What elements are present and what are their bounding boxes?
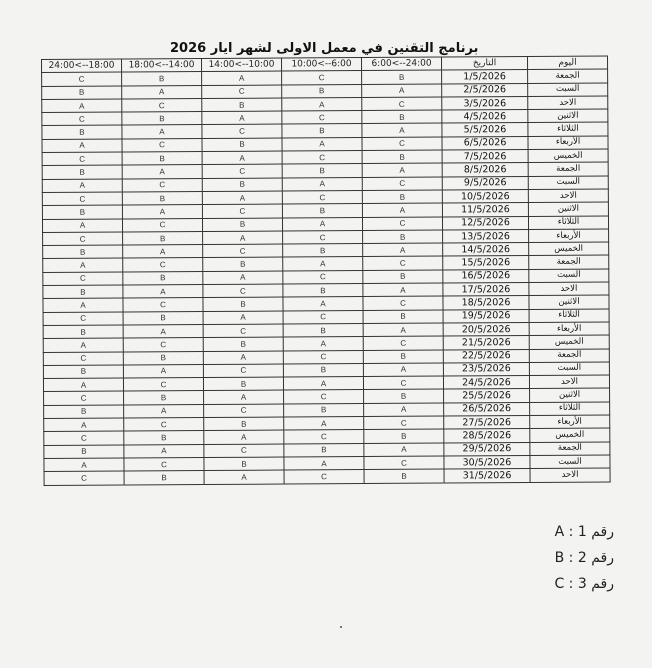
slot-cell: A: [284, 417, 364, 431]
slot-cell: C: [283, 270, 363, 284]
slot-cell: B: [124, 471, 204, 485]
slot-cell: B: [124, 431, 204, 445]
slot-cell: B: [202, 98, 282, 112]
date-cell: 23/5/2026: [443, 362, 529, 376]
day-cell: السبت: [529, 269, 609, 283]
day-cell: السبت: [530, 455, 610, 469]
date-cell: 25/5/2026: [444, 389, 530, 403]
slot-cell: C: [284, 430, 364, 444]
slot-cell: B: [284, 403, 364, 417]
slot-cell: A: [123, 285, 203, 299]
slot-cell: A: [283, 297, 363, 311]
day-cell: الخميس: [529, 335, 609, 349]
slot-cell: C: [364, 456, 444, 470]
slot-cell: B: [123, 271, 203, 285]
slot-cell: B: [204, 417, 284, 431]
day-cell: السبت: [529, 362, 609, 376]
date-cell: 12/5/2026: [442, 216, 528, 230]
slot-cell: B: [362, 70, 442, 84]
slot-cell: C: [202, 125, 282, 139]
date-cell: 15/5/2026: [443, 256, 529, 270]
slot-cell: B: [203, 377, 283, 391]
day-cell: الاحد: [529, 282, 609, 296]
slot-cell: A: [282, 97, 362, 111]
slot-cell: C: [43, 272, 123, 286]
slot-cell: C: [124, 418, 204, 432]
slot-cell: C: [282, 111, 362, 125]
slot-cell: B: [203, 337, 283, 351]
day-cell: الاحد: [528, 189, 608, 203]
day-cell: الجمعة: [529, 349, 609, 363]
date-cell: 21/5/2026: [443, 336, 529, 350]
schedule-body: [42, 69, 611, 485]
slot-cell: C: [44, 431, 124, 445]
slot-cell: A: [42, 99, 122, 113]
slot-cell: A: [362, 124, 442, 138]
schedule-table: [41, 56, 611, 486]
slot-cell: C: [122, 178, 202, 192]
slot-cell: B: [362, 150, 442, 164]
slot-cell: C: [363, 336, 443, 350]
date-cell: 1/5/2026: [442, 70, 528, 84]
day-cell: الخميس: [530, 428, 610, 442]
slot-cell: A: [204, 390, 284, 404]
slot-cell: C: [122, 218, 202, 232]
slot-cell: B: [282, 164, 362, 178]
slot-cell: B: [44, 445, 124, 459]
slot-cell: C: [284, 470, 364, 484]
column-header-slot-3: 14:00<--10:00: [202, 58, 282, 72]
slot-cell: A: [202, 151, 282, 165]
slot-cell: A: [204, 430, 284, 444]
slot-cell: A: [122, 205, 202, 219]
date-cell: 4/5/2026: [442, 110, 528, 124]
date-cell: 2/5/2026: [442, 83, 528, 97]
slot-cell: A: [283, 377, 363, 391]
slot-cell: A: [363, 243, 443, 257]
slot-cell: B: [282, 204, 362, 218]
slot-cell: C: [43, 312, 123, 326]
date-cell: 31/5/2026: [444, 469, 530, 483]
table-row: [44, 468, 610, 485]
date-cell: 6/5/2026: [442, 136, 528, 150]
slot-cell: C: [363, 376, 443, 390]
slot-cell: B: [43, 365, 123, 379]
day-cell: السبت: [528, 83, 608, 97]
legend-item-a: رقم 1 : A: [554, 524, 614, 540]
slot-cell: A: [124, 404, 204, 418]
slot-cell: B: [362, 110, 442, 124]
slot-cell: C: [202, 85, 282, 99]
slot-cell: C: [43, 352, 123, 366]
slot-cell: C: [283, 350, 363, 364]
date-cell: 26/5/2026: [444, 402, 530, 416]
day-cell: الجمعة: [528, 69, 608, 83]
slot-cell: C: [203, 244, 283, 258]
date-cell: 13/5/2026: [443, 229, 529, 243]
slot-cell: C: [363, 296, 443, 310]
date-cell: 27/5/2026: [444, 416, 530, 430]
day-cell: الجمعة: [530, 442, 610, 456]
date-cell: 24/5/2026: [443, 376, 529, 390]
slot-cell: C: [364, 416, 444, 430]
slot-cell: B: [124, 391, 204, 405]
day-cell: الأربعاء: [529, 229, 609, 243]
slot-cell: C: [123, 258, 203, 272]
column-header-slot-2: 18:00<--14:00: [122, 59, 202, 73]
day-cell: الاثنين: [529, 295, 609, 309]
slot-cell: B: [364, 429, 444, 443]
slot-cell: A: [283, 337, 363, 351]
slot-cell: B: [284, 443, 364, 457]
group-legend: [554, 519, 614, 597]
day-cell: الأربعاء: [530, 415, 610, 429]
slot-cell: C: [282, 191, 362, 205]
date-cell: 29/5/2026: [444, 442, 530, 456]
slot-cell: A: [282, 177, 362, 191]
slot-cell: C: [283, 310, 363, 324]
slot-cell: B: [122, 191, 202, 205]
slot-cell: B: [364, 389, 444, 403]
slot-cell: B: [203, 257, 283, 271]
slot-cell: C: [123, 298, 203, 312]
date-cell: 14/5/2026: [443, 243, 529, 257]
slot-cell: B: [363, 270, 443, 284]
slot-cell: A: [203, 271, 283, 285]
date-cell: 22/5/2026: [443, 349, 529, 363]
date-cell: 7/5/2026: [442, 150, 528, 164]
legend-item-c: رقم 3 : C: [554, 576, 614, 592]
date-cell: 5/5/2026: [442, 123, 528, 137]
date-cell: 17/5/2026: [443, 283, 529, 297]
slot-cell: B: [202, 178, 282, 192]
slot-cell: A: [202, 191, 282, 205]
slot-cell: C: [284, 390, 364, 404]
page-title: برنامج التقنين في معمل الاولى لشهر ايار 2026: [170, 41, 479, 56]
date-cell: 9/5/2026: [442, 176, 528, 190]
slot-cell: A: [203, 351, 283, 365]
slot-cell: B: [202, 218, 282, 232]
column-header-slot-5: 6:00<--24:00: [361, 57, 441, 71]
day-cell: الاحد: [529, 375, 609, 389]
day-cell: الخميس: [528, 149, 608, 163]
slot-cell: C: [44, 471, 124, 485]
slot-cell: C: [42, 152, 122, 166]
slot-cell: B: [122, 112, 202, 126]
slot-cell: A: [283, 257, 363, 271]
date-cell: 16/5/2026: [443, 269, 529, 283]
date-cell: 3/5/2026: [442, 96, 528, 110]
slot-cell: A: [122, 85, 202, 99]
slot-cell: C: [204, 404, 284, 418]
slot-cell: A: [363, 283, 443, 297]
pen-mark: [340, 626, 342, 628]
date-cell: 10/5/2026: [442, 189, 528, 203]
column-header-day: اليوم: [527, 56, 607, 70]
slot-cell: C: [362, 177, 442, 191]
slot-cell: A: [43, 258, 123, 272]
slot-cell: C: [42, 112, 122, 126]
slot-cell: B: [362, 190, 442, 204]
slot-cell: C: [123, 338, 203, 352]
slot-cell: A: [363, 323, 443, 337]
slot-cell: C: [204, 444, 284, 458]
slot-cell: A: [362, 163, 442, 177]
slot-cell: B: [42, 205, 122, 219]
slot-cell: B: [283, 244, 363, 258]
slot-cell: B: [283, 363, 363, 377]
day-cell: الثلاثاء: [530, 402, 610, 416]
slot-cell: C: [203, 324, 283, 338]
slot-cell: B: [122, 152, 202, 166]
slot-cell: A: [44, 418, 124, 432]
slot-cell: A: [282, 137, 362, 151]
slot-cell: C: [362, 97, 442, 111]
slot-cell: B: [204, 457, 284, 471]
day-cell: السبت: [528, 176, 608, 190]
slot-cell: A: [284, 456, 364, 470]
date-cell: 8/5/2026: [442, 163, 528, 177]
date-cell: 28/5/2026: [444, 429, 530, 443]
slot-cell: B: [42, 86, 122, 100]
slot-cell: A: [364, 443, 444, 457]
slot-cell: A: [123, 364, 203, 378]
date-cell: 20/5/2026: [443, 322, 529, 336]
slot-cell: C: [203, 284, 283, 298]
date-cell: 19/5/2026: [443, 309, 529, 323]
legend-item-b: رقم 2 : B: [554, 550, 614, 566]
slot-cell: A: [122, 125, 202, 139]
slot-cell: C: [42, 192, 122, 206]
day-cell: الاثنين: [528, 202, 608, 216]
slot-cell: B: [363, 310, 443, 324]
slot-cell: B: [123, 351, 203, 365]
slot-cell: C: [363, 257, 443, 271]
slot-cell: A: [43, 298, 123, 312]
slot-cell: C: [42, 72, 122, 86]
slot-cell: B: [43, 245, 123, 259]
day-cell: الجمعة: [528, 162, 608, 176]
slot-cell: A: [363, 363, 443, 377]
slot-cell: C: [44, 391, 124, 405]
slot-cell: A: [42, 179, 122, 193]
slot-cell: A: [43, 338, 123, 352]
slot-cell: C: [283, 230, 363, 244]
slot-cell: A: [364, 403, 444, 417]
day-cell: الجمعة: [529, 255, 609, 269]
day-cell: الثلاثاء: [528, 123, 608, 137]
slot-cell: A: [124, 444, 204, 458]
slot-cell: C: [202, 164, 282, 178]
slot-cell: A: [122, 165, 202, 179]
slot-cell: A: [123, 245, 203, 259]
day-cell: الاحد: [530, 468, 610, 482]
slot-cell: C: [203, 364, 283, 378]
slot-cell: A: [202, 71, 282, 85]
slot-cell: A: [203, 311, 283, 325]
slot-cell: B: [43, 325, 123, 339]
slot-cell: A: [282, 217, 362, 231]
date-cell: 18/5/2026: [443, 296, 529, 310]
day-cell: الثلاثاء: [528, 216, 608, 230]
slot-cell: C: [122, 138, 202, 152]
slot-cell: B: [123, 231, 203, 245]
slot-cell: A: [43, 378, 123, 392]
slot-cell: C: [123, 378, 203, 392]
slot-cell: A: [44, 458, 124, 472]
day-cell: الاثنين: [530, 388, 610, 402]
slot-cell: B: [282, 84, 362, 98]
slot-cell: C: [124, 457, 204, 471]
slot-cell: C: [282, 71, 362, 85]
slot-cell: B: [363, 350, 443, 364]
slot-cell: A: [42, 219, 122, 233]
slot-cell: B: [283, 323, 363, 337]
column-header-slot-1: 24:00<--18:00: [42, 59, 122, 73]
day-cell: الاحد: [528, 96, 608, 110]
day-cell: الأربعاء: [529, 322, 609, 336]
slot-cell: A: [42, 139, 122, 153]
slot-cell: C: [362, 217, 442, 231]
slot-cell: B: [123, 311, 203, 325]
slot-cell: B: [42, 125, 122, 139]
slot-cell: B: [282, 124, 362, 138]
slot-cell: A: [202, 111, 282, 125]
day-cell: الخميس: [529, 242, 609, 256]
slot-cell: C: [282, 151, 362, 165]
day-cell: الاثنين: [528, 109, 608, 123]
slot-cell: B: [122, 72, 202, 86]
slot-cell: A: [123, 324, 203, 338]
slot-cell: B: [363, 230, 443, 244]
date-cell: 30/5/2026: [444, 455, 530, 469]
slot-cell: C: [122, 98, 202, 112]
slot-cell: B: [42, 165, 122, 179]
slot-cell: B: [44, 405, 124, 419]
slot-cell: B: [364, 469, 444, 483]
slot-cell: B: [283, 284, 363, 298]
slot-cell: B: [202, 138, 282, 152]
column-header-slot-4: 10:00<--6:00: [281, 58, 361, 72]
column-header-date: التاريخ: [441, 57, 527, 71]
day-cell: الثلاثاء: [529, 309, 609, 323]
slot-cell: A: [204, 470, 284, 484]
slot-cell: C: [202, 204, 282, 218]
slot-cell: A: [203, 231, 283, 245]
slot-cell: A: [362, 84, 442, 98]
slot-cell: A: [362, 203, 442, 217]
slot-cell: C: [43, 232, 123, 246]
slot-cell: B: [203, 297, 283, 311]
slot-cell: B: [43, 285, 123, 299]
slot-cell: C: [362, 137, 442, 151]
date-cell: 11/5/2026: [442, 203, 528, 217]
day-cell: الأربعاء: [528, 136, 608, 150]
